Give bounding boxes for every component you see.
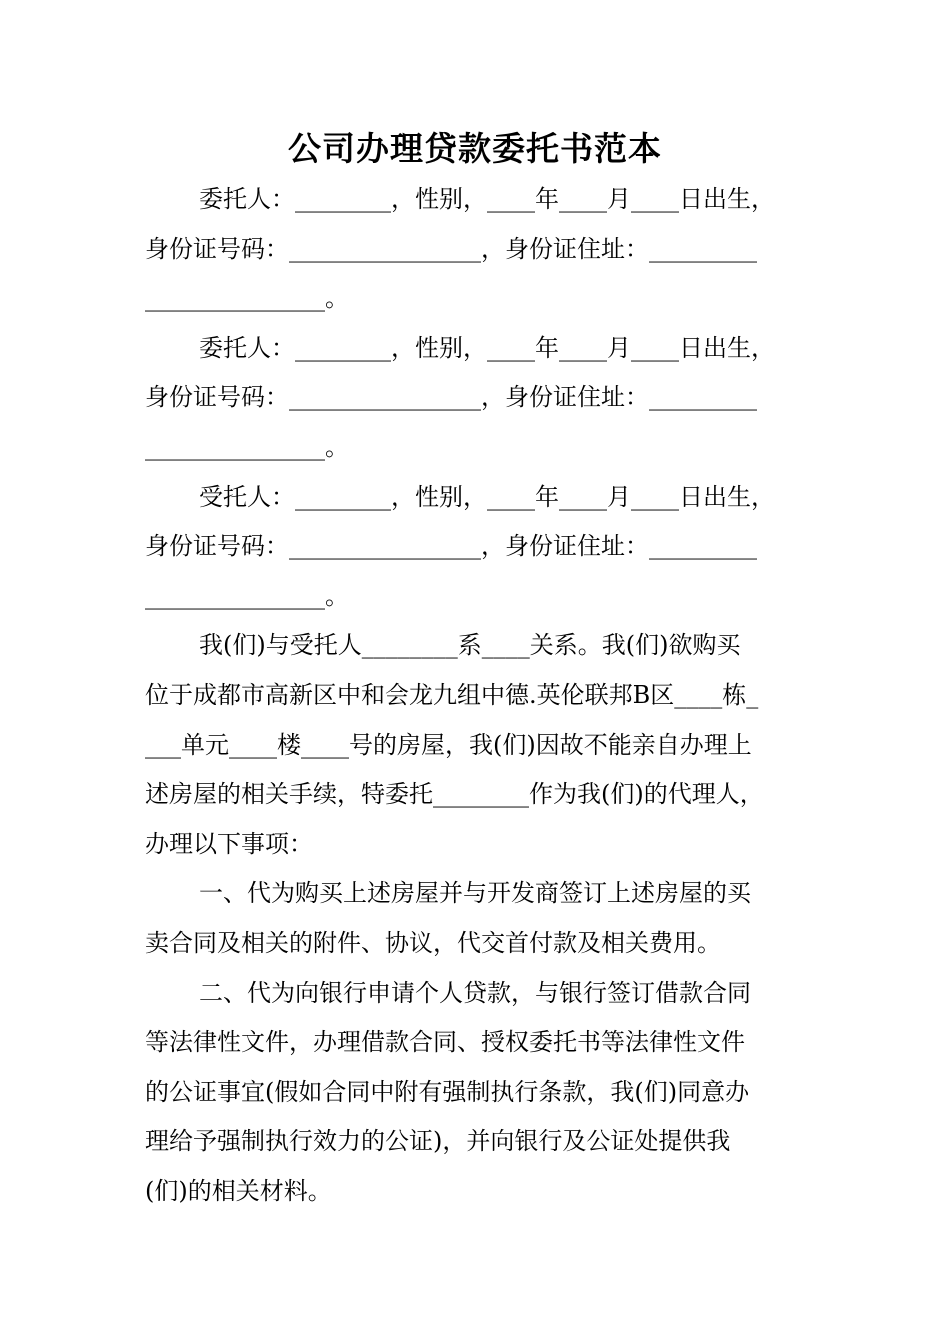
item-2-line: (们)的相关材料。 bbox=[145, 1176, 332, 1205]
relationship-paragraph-line: 办理以下事项： bbox=[145, 829, 313, 858]
item-2-line: 等法律性文件，办理借款合同、授权委托书等法律性文件 bbox=[145, 1028, 745, 1057]
agent-name-line: 受托人：________，性别，____年____月____日出生， bbox=[199, 482, 775, 511]
item-2-line: 二、代为向银行申请个人贷款，与银行签订借款合同 bbox=[199, 978, 751, 1007]
principal-2-id-line: 身份证号码：________________，身份证住址：_________ bbox=[145, 383, 757, 412]
document-body bbox=[145, 175, 820, 1216]
item-2-line: 理给予强制执行效力的公证)，并向银行及公证处提供我 bbox=[145, 1127, 731, 1156]
item-1-line: 一、代为购买上述房屋并与开发商签订上述房屋的买 bbox=[199, 879, 751, 908]
relationship-paragraph-line: 述房屋的相关手续，特委托________作为我(们)的代理人， bbox=[145, 780, 764, 809]
relationship-paragraph-line: 我(们)与受托人________系____关系。我(们)欲购买 bbox=[199, 631, 741, 660]
principal-2-name-line: 委托人：________，性别，____年____月____日出生， bbox=[199, 333, 775, 362]
principal-1-name-line: 委托人：________，性别，____年____月____日出生， bbox=[199, 185, 775, 213]
item-1-line: 卖合同及相关的附件、协议，代交首付款及相关费用。 bbox=[145, 928, 721, 957]
item-2-line: 的公证事宜(假如合同中附有强制执行条款，我(们)同意办 bbox=[145, 1077, 750, 1106]
principal-2-address-line: _______________。 bbox=[145, 432, 349, 461]
agent-id-line: 身份证号码：________________，身份证住址：_________ bbox=[145, 532, 757, 561]
principal-1-address-line: _______________。 bbox=[145, 284, 349, 313]
relationship-paragraph-line: 位于成都市高新区中和会龙九组中德.英伦联邦B区____栋_ bbox=[145, 680, 759, 709]
relationship-paragraph-line: ___单元____楼____号的房屋，我(们)因故不能亲自办理上 bbox=[145, 730, 752, 759]
principal-1-id-line: 身份证号码：________________，身份证住址：_________ bbox=[145, 234, 757, 263]
document-title: 公司办理贷款委托书范本 bbox=[288, 129, 662, 168]
agent-address-line: _______________。 bbox=[145, 581, 349, 610]
